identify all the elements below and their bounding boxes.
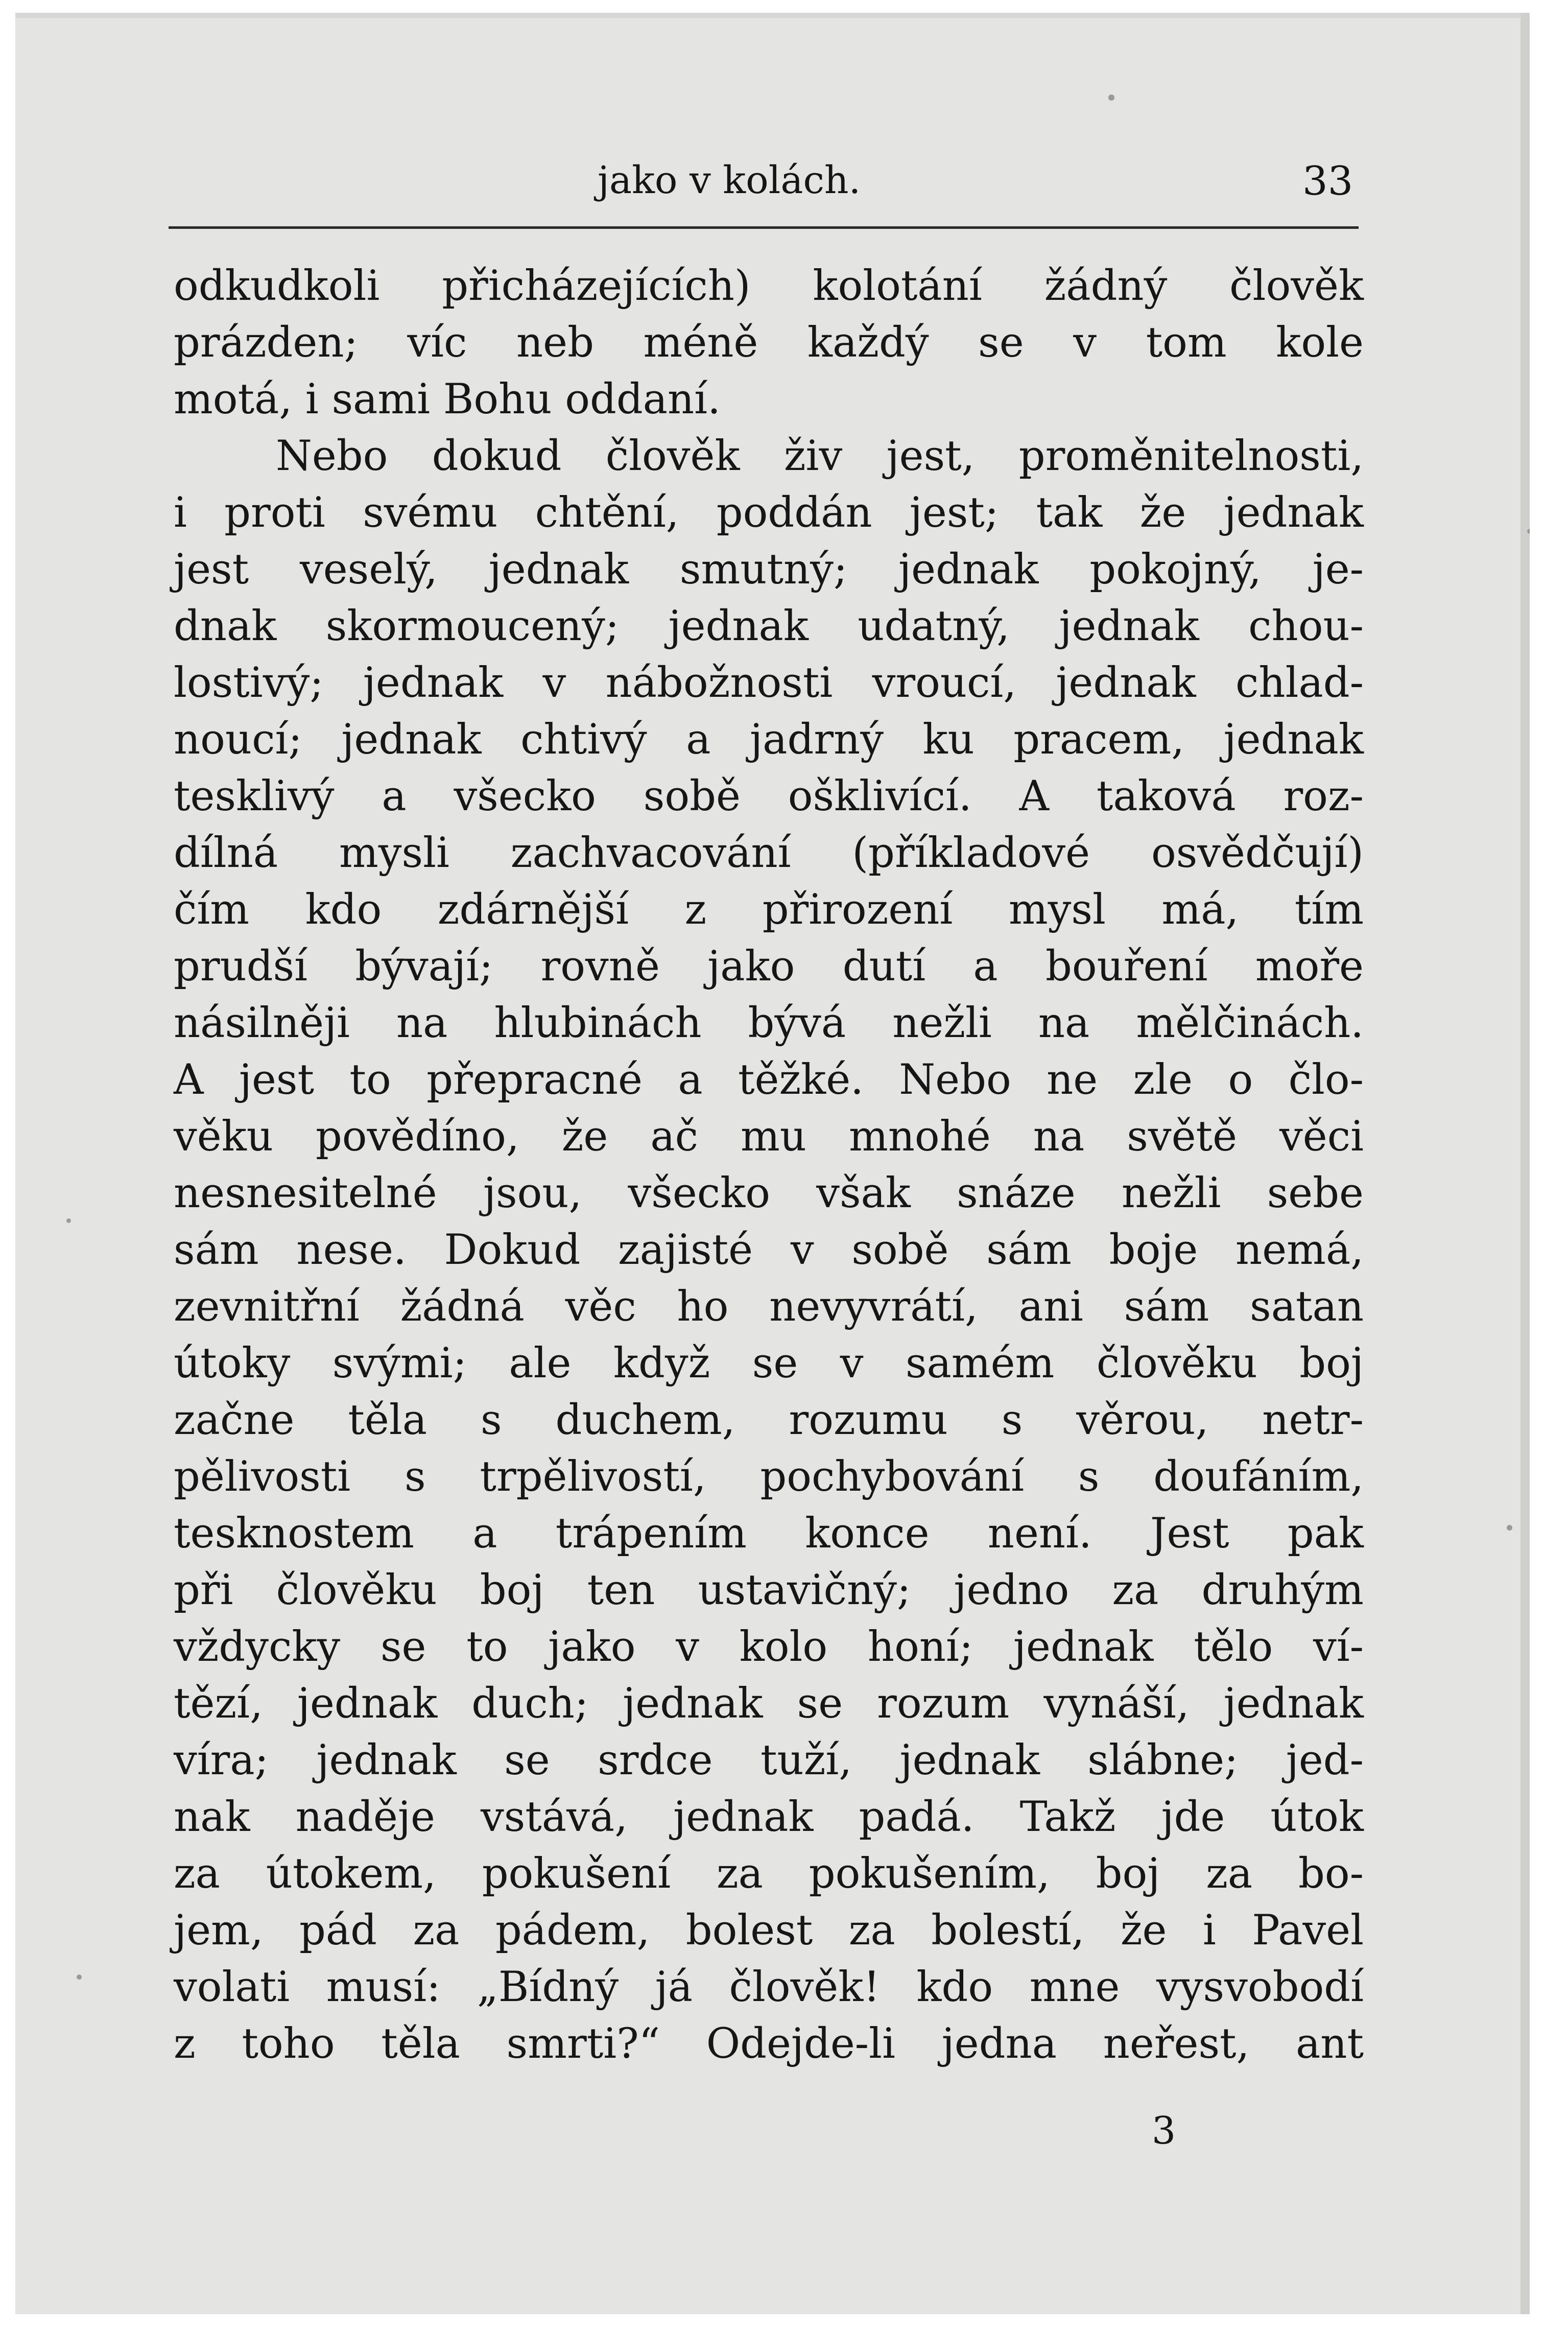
text-line: i proti svému chtění, poddán jest; tak že jednak	[174, 489, 1364, 537]
paper-speck	[1527, 529, 1530, 534]
header-rule	[169, 226, 1359, 229]
body-text	[174, 258, 1364, 2073]
text-line: sám nese. Dokud zajisté v sobě sám boje nemá,	[174, 1226, 1364, 1274]
text-line: jem, pád za pádem, bolest za bolestí, že i Pavel	[174, 1907, 1364, 1955]
paper-speck	[77, 1974, 82, 1980]
text-line: při člověku boj ten ustavičný; jedno za druhým	[174, 1566, 1364, 1614]
text-line: tesknostem a trápením konce není. Jest pak	[174, 1510, 1364, 1558]
text-line: A jest to přepracné a těžké. Nebo ne zle o člo-	[174, 1056, 1364, 1104]
text-line: motá, i sami Bohu oddaní.	[174, 375, 721, 424]
text-line: noucí; jednak chtivý a jadrný ku pracem, jednak	[174, 716, 1364, 764]
text-line: nesnesitelné jsou, všecko však snáze nežli sebe	[174, 1169, 1364, 1217]
text-line: volati musí: „Bídný já člověk! kdo mne vysvobodí	[174, 1963, 1364, 2011]
text-line: dílná mysli zachvacování (příkladové osvědčují)	[174, 829, 1364, 877]
text-line: za útokem, pokušení za pokušením, boj za bo-	[174, 1850, 1364, 1898]
running-title: jako v kolách.	[598, 158, 861, 202]
text-line: útoky svými; ale když se v samém člověku boj	[174, 1339, 1364, 1388]
text-line: zevnitřní žádná věc ho nevyvrátí, ani sám satan	[174, 1283, 1364, 1331]
text-line: vždycky se to jako v kolo honí; jednak tělo ví-	[174, 1623, 1364, 1671]
text-line: nak naděje vstává, jednak padá. Takž jde útok	[174, 1793, 1364, 1841]
text-line: lostivý; jednak v nábožnosti vroucí, jednak chlad-	[174, 659, 1364, 707]
text-line: násilněji na hlubinách bývá nežli na mělčinách.	[174, 999, 1364, 1047]
signature-mark: 3	[1152, 2109, 1176, 2153]
text-line: víra; jednak se srdce tuží, jednak slábne; jed-	[174, 1736, 1364, 1784]
book-page	[15, 13, 1530, 2314]
text-line: dnak skormoucený; jednak udatný, jednak chou-	[174, 602, 1364, 650]
page-right-edge	[1521, 13, 1530, 2314]
text-line: prázden; víc neb méně každý se v tom kole	[174, 319, 1364, 367]
text-line: z toho těla smrti?“ Odejde-li jedna neřest, ant	[174, 2020, 1364, 2068]
text-line: jest veselý, jednak smutný; jednak pokojný, je-	[174, 546, 1364, 594]
page-number: 33	[1302, 158, 1353, 204]
text-line: tesklivý a všecko sobě ošklivící. A taková roz-	[174, 772, 1364, 820]
paper-speck	[1507, 1525, 1512, 1531]
text-line: začne těla s duchem, rozumu s věrou, netr-	[174, 1396, 1364, 1444]
paper-speck	[1108, 95, 1114, 101]
text-line: čím kdo zdárnější z přirození mysl má, tím	[174, 886, 1364, 934]
text-line: pělivosti s trpělivostí, pochybování s doufáním,	[174, 1453, 1364, 1501]
page-top-edge	[15, 13, 1530, 18]
text-line: tězí, jednak duch; jednak se rozum vynáší, jednak	[174, 1680, 1364, 1728]
text-line: Nebo dokud člověk živ jest, proměnitelnosti,	[276, 432, 1364, 480]
text-line: věku povědíno, že ač mu mnohé na světě věci	[174, 1113, 1364, 1161]
paper-speck	[66, 1218, 71, 1223]
text-line: odkudkoli přicházejících) kolotání žádný člověk	[174, 262, 1364, 310]
text-line: prudší bývají; rovně jako dutí a bouření moře	[174, 943, 1364, 991]
